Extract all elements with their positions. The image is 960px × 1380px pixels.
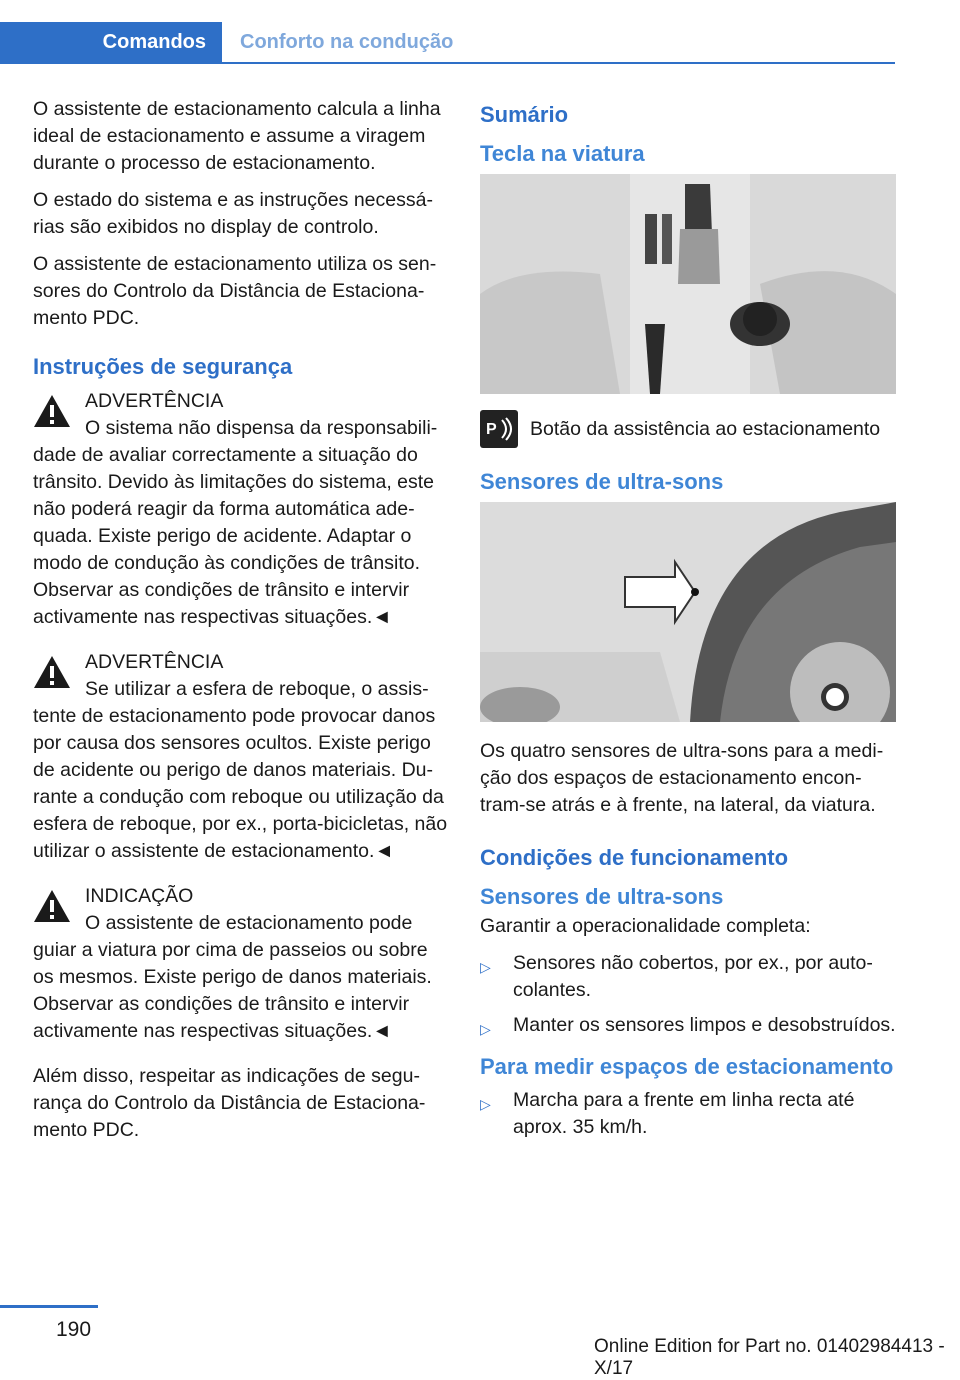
notice-label: INDICAÇÃO — [85, 885, 194, 907]
svg-text:P: P — [486, 421, 497, 438]
safety-heading: Instruções de segurança — [33, 354, 293, 379]
page-number: 190 — [56, 1318, 92, 1341]
triangle-bullet-icon: ▷ — [480, 1096, 491, 1112]
triangle-bullet-icon: ▷ — [480, 959, 491, 975]
outro-paragraph: Além disso, respeitar as indicações de segurança do Controlo da Distância de Estacionamento PDC. — [33, 1065, 426, 1141]
left-column — [33, 96, 449, 1154]
intro-paragraph: O assistente de estacionamento utiliza os sensores do Controlo da Distância de Estacionamento PDC. — [33, 253, 437, 329]
conditions-heading: Condições de funcionamento — [480, 845, 789, 870]
warning-triangle-icon — [33, 394, 71, 428]
right-column — [480, 100, 896, 1155]
triangle-bullet-icon: ▷ — [480, 1021, 491, 1037]
conditions-list — [480, 950, 896, 1039]
warning-block — [33, 388, 449, 631]
warning-text: O sistema não dispensa da responsabilidade de avaliar correctamente a situação do trânsito. Devido às limitações do sistema, este não poderá reagir da forma automática adequada. Existe perigo de acidente. Adaptar o modo de condução às condições de trânsito. Observar as condições de trânsito e intervir activamente nas respectivas situações.◄ — [33, 417, 438, 628]
parking-assist-icon — [480, 410, 518, 448]
sensors-photo — [480, 502, 896, 722]
tab-comandos[interactable]: Comandos — [0, 22, 222, 62]
button-caption-row — [480, 410, 896, 448]
sensors-heading: Sensores de ultra-sons — [480, 469, 724, 494]
warning-label: ADVERTÊNCIA — [85, 651, 224, 673]
measure-list — [480, 1087, 896, 1141]
console-photo — [480, 174, 896, 394]
intro-paragraph: O assistente de estacionamento calcula a linha ideal de estacionamento e assume a viragem durante o processo de estacionamento. — [33, 98, 441, 174]
conditions-subheading: Sensores de ultra-sons — [480, 884, 724, 909]
footer-rule — [0, 1305, 98, 1308]
button-caption: Botão da assistência ao estacionamento — [530, 417, 881, 440]
header-tabs — [0, 22, 895, 64]
warning-label: ADVERTÊNCIA — [85, 390, 224, 412]
button-heading: Tecla na viatura — [480, 141, 645, 166]
measure-heading: Para medir espaços de estacionamento — [480, 1054, 894, 1079]
edition-text: Online Edition for Part no. 01402984413 - X/17 — [594, 1336, 945, 1379]
intro-paragraph: O estado do sistema e as instruções necessárias são exibidos no display de controlo. — [33, 189, 433, 238]
warning-text: Se utilizar a esfera de reboque, o assistente de estacionamento pode provocar danos por causa dos sensores ocultos. Existe perigo de acidente ou perigo de danos materiais. Durante a condução com reboque ou utilização da esfera de reboque, por ex., porta-bicicletas, não utilizar o assistente de estacionamento.◄ — [33, 678, 448, 862]
notice-text: O assistente de estacionamento pode guiar a viatura por cima de passeios ou sobre os mesmos. Existe perigo de danos materiais. Observar as condições de trânsito e intervir activamente nas respectivas situações.◄ — [33, 912, 432, 1042]
sensors-caption: Os quatro sensores de ultra-sons para a medição dos espaços de estacionamento encontram-se atrás e à frente, na lateral, da viatura. — [480, 740, 884, 816]
summary-heading: Sumário — [480, 102, 569, 127]
warning-triangle-icon — [33, 655, 71, 689]
conditions-intro: Garantir a operacionalidade completa: — [480, 915, 811, 937]
tab-conforto[interactable]: Conforto na condução — [240, 30, 454, 53]
warning-triangle-icon — [33, 889, 71, 923]
warning-block — [33, 649, 449, 865]
list-item: ▷ Marcha para a frente em linha recta até aprox. 35 km/h. — [480, 1089, 855, 1138]
notice-block — [33, 883, 449, 1045]
list-item: ▷ Sensores não cobertos, por ex., por autocolantes. — [480, 952, 873, 1001]
list-item: ▷ Manter os sensores limpos e desobstruídos. — [480, 1012, 896, 1039]
